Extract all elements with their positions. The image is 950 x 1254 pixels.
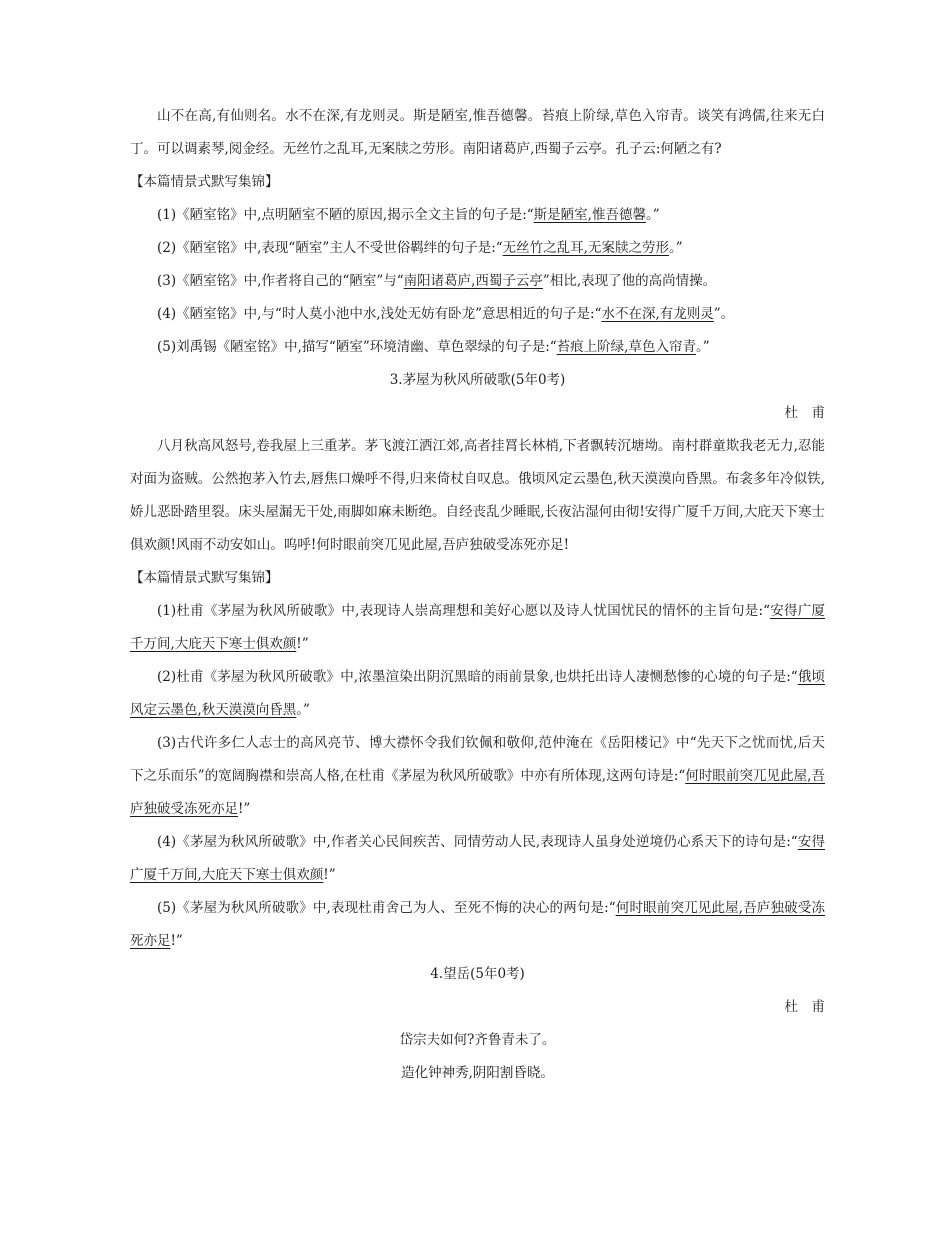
question-item <box>130 727 825 826</box>
author-name: 杜甫 <box>784 405 839 421</box>
question-item <box>130 595 825 661</box>
poem-text <box>130 100 825 166</box>
answer-separator: , <box>587 207 592 223</box>
section-heading: 【本篇情景式默写集锦】 <box>130 570 279 586</box>
answer-separator: , <box>655 306 660 322</box>
question-tail: ”。 <box>713 306 735 322</box>
poem-line: 造化钟神秀,阴阳割昏晓。 <box>401 1065 554 1081</box>
answer-text: 水不在深 <box>601 306 656 322</box>
poem-text-body: 八月秋高风怒号,卷我屋上三重茅。茅飞渡江洒江郊,高者挂罥长林梢,下者飘转沉塘坳。南村群童欺我老无力,忍能对面为盗贼。公然抱茅入竹去,唇焦口燥呼不得,归来倚杖自叹息。俄顷风定云墨色,秋天漠漠向昏黑。布衾多年冷似铁,娇儿恶卧踏里裂。床头屋漏无干处,雨脚如麻未断绝。自经丧乱少睡眠,长夜沾湿何由彻!安得广厦千万间,大庇天下寒士俱欢颜!风雨不动安如山。呜呼!何时眼前突兀见此屋,吾庐独破受冻死亦足! <box>130 438 825 553</box>
poem-text <box>130 430 825 562</box>
question-text: (1)《陋室铭》中,点明陋室不陋的原因,揭示全文主旨的句子是:“ <box>157 207 534 223</box>
answer-text: 何时眼前突兀见此屋 <box>685 768 808 784</box>
question-text: (5)刘禹锡《陋室铭》中,描写“陋室”环境清幽、草色翠绿的句子是:“ <box>157 339 557 355</box>
question-tail: 。” <box>695 339 710 355</box>
question-tail: !” <box>296 636 309 652</box>
question-text: (3)《陋室铭》中,作者将自己的“陋室”与“ <box>157 273 404 289</box>
question-item <box>130 661 825 727</box>
answer-text: 俄顷风定云墨色 <box>130 669 826 718</box>
question-text: (4)《陋室铭》中,与“时人莫小池中水,浅处无妨有卧龙”意思相近的句子是:“ <box>157 306 602 322</box>
answer-text: 草色入帘青 <box>628 339 696 355</box>
poem-title: 3.茅屋为秋风所破歌(5年0考) <box>389 372 566 388</box>
answer-separator: , <box>197 702 202 718</box>
answer-separator: , <box>170 636 175 652</box>
answer-text: 苔痕上阶绿 <box>556 339 625 355</box>
answer-text: 斯是陋室 <box>533 207 588 223</box>
poem-line: 岱宗夫如何?齐鲁青未了。 <box>399 1032 556 1048</box>
answer-separator: , <box>197 867 202 883</box>
question-tail: 。” <box>645 207 660 223</box>
answer-text: 有龙则灵 <box>659 306 714 322</box>
answer-separator: , <box>583 240 588 256</box>
section-heading: 【本篇情景式默写集锦】 <box>130 174 279 190</box>
question-tail: !” <box>170 933 183 949</box>
answer-text: 惟吾德馨 <box>591 207 646 223</box>
answer-text: 安得广厦千万间 <box>130 834 826 883</box>
question-tail: 。” <box>668 240 683 256</box>
answer-text: 无案牍之劳形 <box>587 240 669 256</box>
answer-text: 秋天漠漠向昏黑 <box>201 702 297 718</box>
poem-text-body: 山不在高,有仙则名。水不在深,有龙则灵。斯是陋室,惟吾德馨。苔痕上阶绿,草色入帘青。谈笑有鸿儒,往来无白丁。可以调素琴,阅金经。无丝竹之乱耳,无案牍之劳形。南阳诸葛庐,西蜀子云亭。孔子云:何陋之有? <box>130 108 825 157</box>
answer-text: 吾庐独破受冻死亦足 <box>130 900 826 949</box>
document-page <box>130 100 839 1090</box>
question-tail: 。” <box>296 702 310 718</box>
question-text: (4)《茅屋为秋风所破歌》中,作者关心民间疾苦、同情劳动人民,表现诗人虽身处逆境仍心系天下的诗句是:“ <box>157 834 798 850</box>
author-name: 杜甫 <box>784 999 839 1015</box>
question-text: (1)杜甫《茅屋为秋风所破歌》中,表现诗人崇高理想和美好心愿以及诗人忧国忧民的情怀的主旨句是:“ <box>157 603 770 619</box>
answer-text: 南阳诸葛庐 <box>403 273 472 289</box>
answer-text: 无丝竹之乱耳 <box>502 240 584 256</box>
question-item <box>130 892 825 958</box>
question-text: (5)《茅屋为秋风所破歌》中,表现杜甫舍己为人、至死不悔的决心的两句是:“ <box>157 900 616 916</box>
question-item <box>130 265 825 298</box>
answer-text: 安得广厦千万间 <box>130 603 825 652</box>
answer-text: 大庇天下寒士俱欢颜 <box>174 636 297 652</box>
question-tail: ”相比,表现了他的高尚情操。 <box>542 273 717 289</box>
question-item <box>130 232 825 265</box>
answer-separator: , <box>471 273 476 289</box>
poem-author <box>130 991 839 1024</box>
poem-author <box>130 397 839 430</box>
question-item <box>130 298 825 331</box>
answer-separator: , <box>624 339 629 355</box>
answer-separator: , <box>738 900 744 916</box>
question-text: (2)《陋室铭》中,表现“陋室”主人不受世俗羁绊的句子是:“ <box>157 240 503 256</box>
answer-text: 何时眼前突兀见此屋 <box>615 900 739 916</box>
question-tail: !” <box>323 867 336 883</box>
question-text: (2)杜甫《茅屋为秋风所破歌》中,浓墨渲染出阴沉黑暗的雨前景象,也烘托出诗人凄恻愁惨的心境的句子是:“ <box>157 669 798 685</box>
question-item <box>130 826 825 892</box>
question-item <box>130 331 825 364</box>
answer-text: 西蜀子云亭 <box>475 273 543 289</box>
answer-separator: , <box>807 768 812 784</box>
poem-title: 4.望岳(5年0考) <box>430 966 525 982</box>
answer-text: 吾庐独破受冻死亦足 <box>130 768 826 817</box>
question-tail: !” <box>238 801 251 817</box>
question-text: (3)古代许多仁人志士的高风亮节、博大襟怀令我们钦佩和敬仰,范仲淹在《岳阳楼记》中“先天下之忧而忧,后天下之乐而乐”的宽阔胸襟和崇高人格,在杜甫《茅屋为秋风所破歌》中亦有所体现,这两句诗是:“ <box>130 735 825 784</box>
question-item <box>130 199 825 232</box>
answer-text: 大庇天下寒士俱欢颜 <box>201 867 324 883</box>
